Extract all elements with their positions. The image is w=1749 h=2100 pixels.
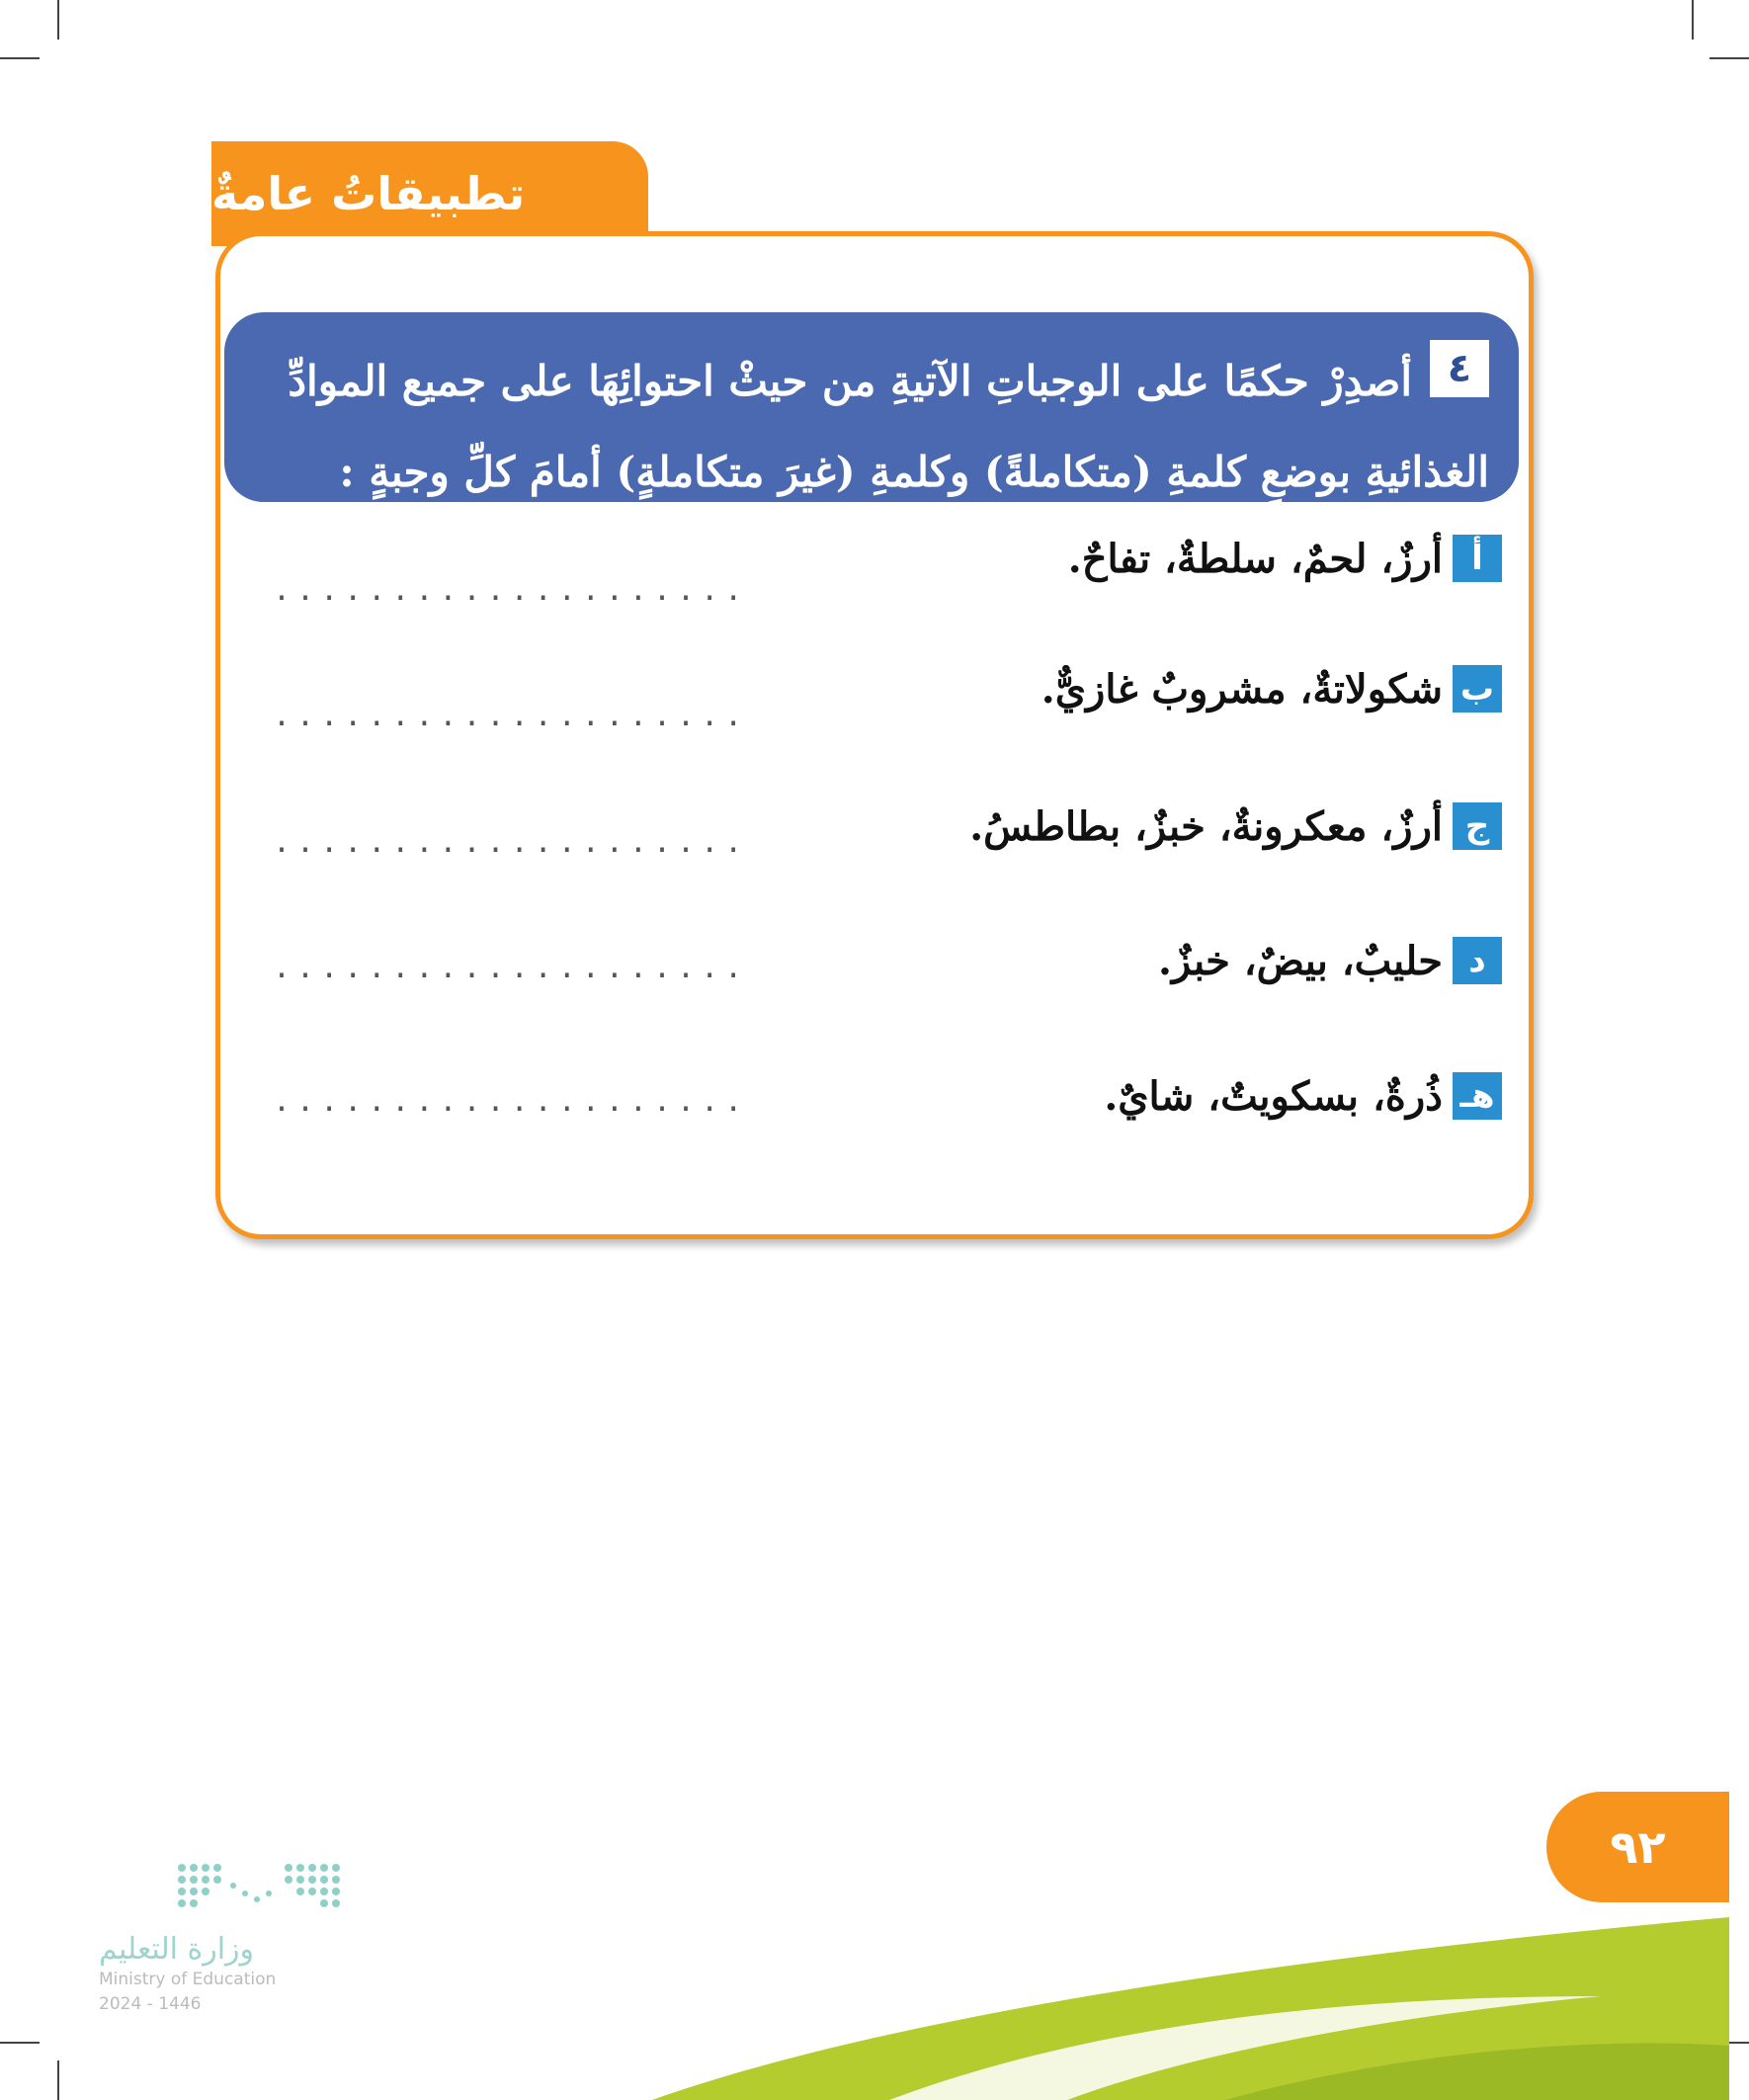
green-wave-decoration (0, 1897, 1749, 2100)
answer-line[interactable]: .................... (273, 1084, 749, 1119)
question-number: ٤ (1430, 340, 1489, 397)
question-banner (224, 312, 1519, 502)
list-item (1158, 931, 1502, 990)
item-letter: ج (1453, 802, 1502, 850)
answer-line[interactable]: .................... (273, 825, 749, 860)
logo-year-text: 2024 - 1446 (99, 1994, 202, 2014)
crop-mark (1709, 57, 1749, 59)
list-item (1041, 659, 1502, 718)
item-text: شكولاتةٌ، مشروبٌ غازيٌّ. (1041, 665, 1443, 713)
item-text: حليبٌ، بيضٌ، خبزٌ. (1158, 937, 1443, 984)
section-title: تطبيقاتُ عامةٌ (211, 141, 648, 246)
answer-line[interactable]: .................... (273, 573, 749, 608)
item-text: أرزٌ، معكرونةٌ، خبزٌ، بطاطسُ. (969, 802, 1443, 850)
crop-mark (1692, 0, 1694, 40)
item-letter: د (1453, 937, 1502, 984)
crop-mark (57, 0, 59, 40)
list-item (1104, 1066, 1502, 1126)
logo-arabic-text: وزارة التعليم (99, 1932, 255, 1967)
question-line-1: أصدِرْ حكمًا على الوجباتِ الآتيةِ من حيثْ احتوائِهَا على جميع الموادِّ (288, 357, 1412, 405)
answer-line[interactable]: .................... (273, 699, 749, 733)
crop-mark (0, 57, 40, 59)
item-letter: هـ (1453, 1072, 1502, 1120)
answer-line[interactable]: .................... (273, 951, 749, 985)
list-item (969, 797, 1502, 856)
item-text: ذُرةٌ، بسكويتٌ، شايٌ. (1104, 1072, 1443, 1120)
logo-english-text: Ministry of Education (99, 1970, 277, 1989)
item-letter: أ (1453, 535, 1502, 582)
page-number: ٩٢ (1546, 1792, 1729, 1902)
list-item (1068, 529, 1502, 588)
question-line-2: الغذائيةِ بوضعِ كلمةِ (متكاملةً) وكلمةِ (غيرَ متكاملةٍ) أمامَ كلِّ وجبةٍ : (339, 448, 1489, 496)
item-letter: ب (1453, 665, 1502, 713)
item-text: أرزٌ، لحمٌ، سلطةٌ، تفاحٌ. (1067, 535, 1443, 582)
